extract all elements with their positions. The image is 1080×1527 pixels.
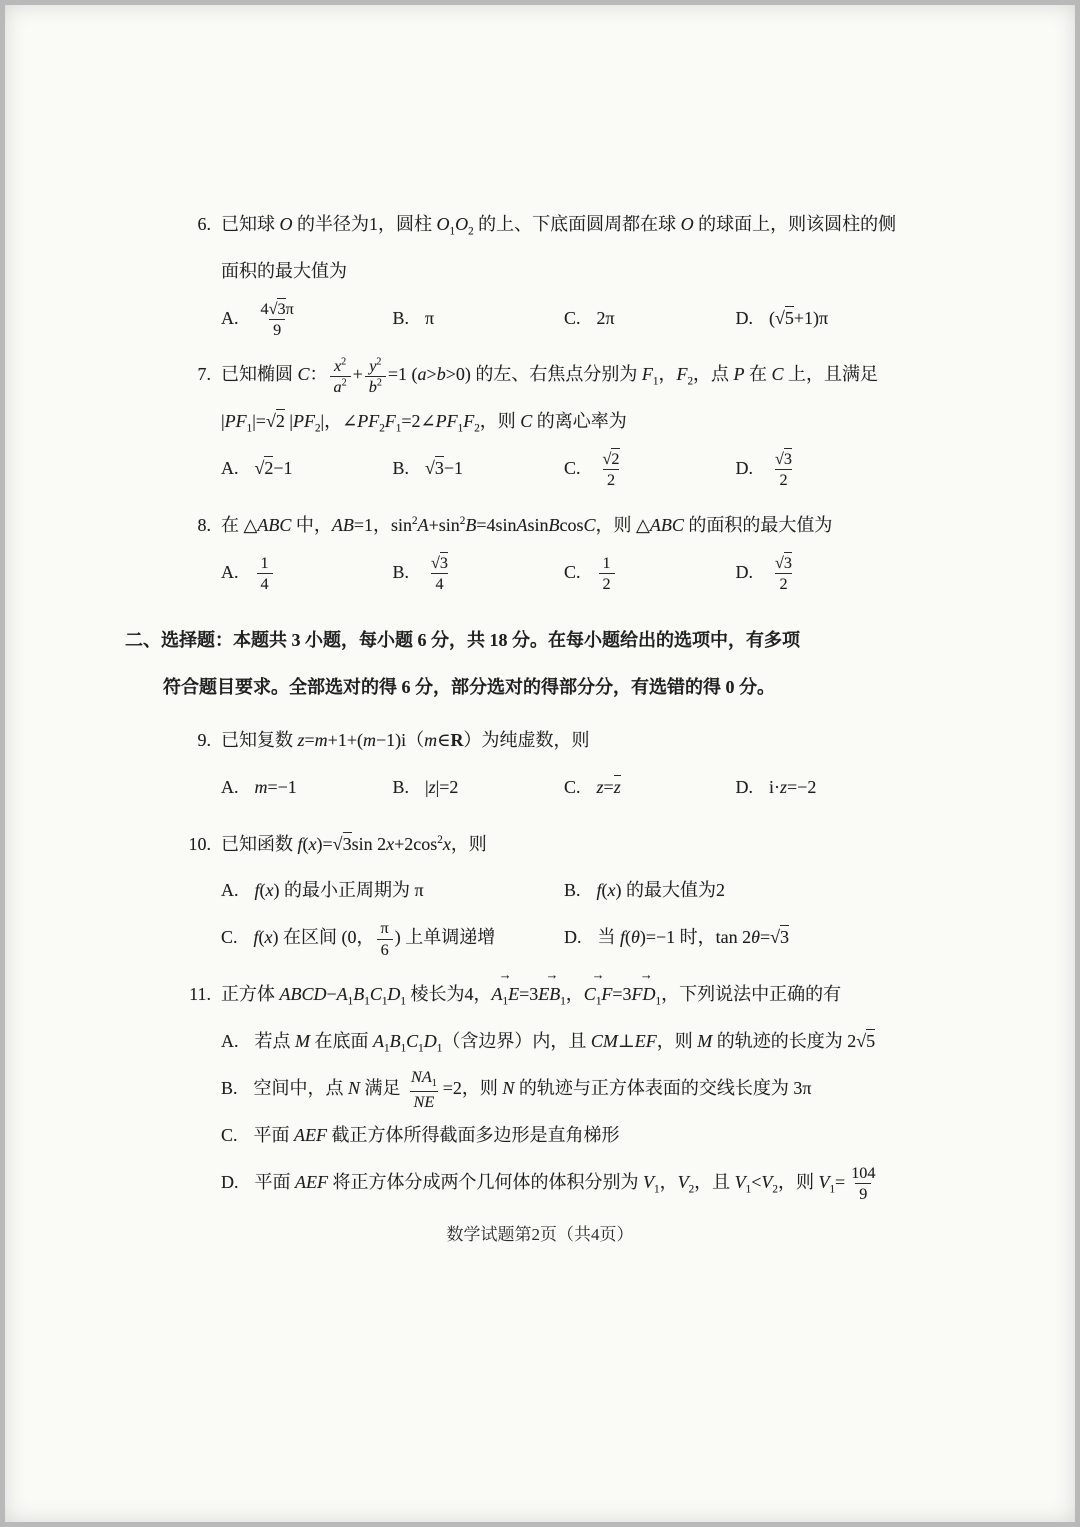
question-9 xyxy=(125,717,907,811)
exam-content xyxy=(5,5,1075,1206)
option-label: C. xyxy=(564,561,581,582)
option-value: $\frac{4√3\pi}{9}$ xyxy=(260,299,294,339)
question-6-option-a xyxy=(221,295,393,342)
question-8-option-d xyxy=(736,549,908,596)
option-value: z=z xyxy=(596,776,621,797)
question-6-options xyxy=(221,295,907,342)
option-value: i·z=−2 xyxy=(769,776,817,797)
option-label: D. xyxy=(735,776,753,797)
question-11 xyxy=(125,971,907,1206)
option-value: $\frac{1}{4}$ xyxy=(255,562,275,582)
option-label: B. xyxy=(221,1077,238,1098)
option-value: 当 f(θ)=−1 时，tan 2θ=√3 xyxy=(597,927,790,948)
question-9-options xyxy=(221,764,907,811)
question-6-stem: 已知球 O 的半径为1，圆柱 $O_1O_2$ 的上、下底面圆周都在球 O 的球面上，则该圆柱的侧面积的最大值为 xyxy=(221,214,897,281)
option-label: C. xyxy=(564,776,581,797)
option-value: √2−1 xyxy=(254,457,293,478)
option-value: 平面 AEF 截正方体所得截面多边形是直角梯形 xyxy=(253,1124,620,1145)
section-2-header xyxy=(125,617,907,711)
option-label: D. xyxy=(735,307,753,328)
option-label: A. xyxy=(221,561,239,582)
option-label: D. xyxy=(735,457,753,478)
option-label: A. xyxy=(221,776,239,797)
option-label: B. xyxy=(392,561,410,582)
option-value: 空间中，点 N 满足 $\frac{NA_1}{NE}$ =2，则 N 的轨迹与正方体表面的交线长度为 3π xyxy=(253,1067,812,1111)
option-label: B. xyxy=(392,776,410,797)
question-10-option-d xyxy=(564,914,907,961)
question-10-option-b xyxy=(564,867,907,914)
question-7-stem-row xyxy=(125,351,907,445)
option-label: B. xyxy=(392,457,410,478)
option-value: √3−1 xyxy=(425,457,464,478)
option-value: 若点 M 在底面 $A_1B_1C_1D_1$（含边界）内，且 CM⊥EF，则 M 的轨迹的长度为 2√5 xyxy=(254,1030,876,1055)
question-7-stem: 已知椭圆 C： $\frac{x^2}{a^2}$ + $\frac{y^2}{b^2}$ =1 (a>b>0) 的左、右焦点分别为 $F_1$，$F_2$，点 P 在 C 上，且满足 $|PF_1|=√2$ $|PF_2|$，$\angle PF_2F_1=2\angle PF_1F_2$，则 C 的离心率为 xyxy=(221,356,879,435)
option-value: $\frac{√3}{4}$ xyxy=(431,553,448,593)
option-value: 2π xyxy=(596,307,615,328)
question-10-stem: 已知函数 f(x)=√3sin $2x+2\cos^2x$，则 xyxy=(221,833,487,854)
question-7-option-b xyxy=(393,445,565,492)
question-10-option-a xyxy=(221,867,564,914)
question-9-option-a xyxy=(221,764,393,811)
question-10-number: 10. xyxy=(188,833,211,854)
question-7-number: 7. xyxy=(197,364,211,385)
exam-page xyxy=(5,5,1075,1522)
question-6-stem-row xyxy=(125,201,907,295)
option-value: $\frac{√3}{2}$ xyxy=(775,450,792,490)
option-label: D. xyxy=(564,927,582,948)
question-11-number: 11. xyxy=(189,983,211,1004)
option-value: f(x) 在区间 (0， $\frac{\pi}{6}$ ) 上单调递增 xyxy=(253,919,496,959)
question-6-number: 6. xyxy=(197,214,211,234)
option-label: C. xyxy=(564,307,581,328)
question-6 xyxy=(125,201,907,341)
question-7-option-d xyxy=(736,445,908,492)
option-label: A. xyxy=(221,307,239,328)
option-value: m=−1 xyxy=(254,776,297,797)
question-7-option-a xyxy=(221,445,393,492)
question-8-option-b xyxy=(393,549,565,596)
question-6-option-d xyxy=(736,295,908,342)
question-6-option-b xyxy=(393,295,565,342)
option-label: C. xyxy=(221,1124,238,1145)
question-11-option-c xyxy=(221,1112,907,1159)
question-8 xyxy=(125,502,907,596)
option-value: $\frac{√2}{2}$ xyxy=(602,450,620,490)
option-label: A. xyxy=(221,880,239,901)
question-11-stem-row xyxy=(125,971,907,1018)
option-value: $\frac{√3}{2}$ xyxy=(775,553,792,593)
question-6-option-c xyxy=(564,295,736,342)
question-10 xyxy=(125,821,907,961)
option-value: $\frac{1}{2}$ xyxy=(597,562,617,582)
question-10-option-c xyxy=(221,914,564,961)
page-footer: 数学试题第2页（共4页） xyxy=(446,1224,634,1244)
option-label: B. xyxy=(564,880,581,901)
option-value: π xyxy=(425,307,435,328)
question-11-stem: 正方体 $ABCD-A_1B_1C_1D_1$ 棱长为4，$A_1E \to=3EB_1$ →，$C_1F \to=3FD_1$ →，下列说法中正确的有 xyxy=(221,971,907,1018)
question-7-option-c xyxy=(564,445,736,492)
option-label: A. xyxy=(221,457,239,478)
question-8-number: 8. xyxy=(197,514,211,535)
section-2-line1: 二、选择题：本题共 3 小题，每小题 6 分，共 18 分。在每小题给出的选项中，有多项 xyxy=(125,630,800,651)
question-9-number: 9. xyxy=(197,729,211,750)
option-value: f(x) 的最大值为2 xyxy=(596,880,726,901)
option-label: C. xyxy=(564,457,581,478)
question-10-stem-row xyxy=(125,821,907,868)
question-10-options-row-1 xyxy=(221,867,907,914)
question-9-option-d xyxy=(736,764,908,811)
question-9-stem: 已知复数 z=m+1+(m−1)i（m∈R）为纯虚数，则 xyxy=(221,729,590,750)
question-8-stem: 在 △ABC 中，AB=1，$\sin^2A+\sin^2B=4sinAsinBcosC$，则 △ABC 的面积的最大值为 xyxy=(221,514,833,535)
option-value: |z|=2 xyxy=(425,776,459,797)
option-value: 平面 AEF 将正方体分成两个几何体的体积分别为 $V_1$，$V_2$，且 $V_1<V_2$，则 $V_1=$ $\frac{104}{9}$ xyxy=(254,1163,876,1204)
question-8-options xyxy=(221,549,907,596)
question-8-option-a xyxy=(221,549,393,596)
option-label: D. xyxy=(735,561,753,582)
question-9-option-b xyxy=(393,764,565,811)
option-value: f(x) 的最小正周期为 π xyxy=(254,880,424,901)
question-11-option-d xyxy=(221,1159,907,1206)
question-10-options-row-2 xyxy=(221,914,907,961)
option-label: D. xyxy=(221,1171,239,1192)
question-7-options xyxy=(221,445,907,492)
question-8-option-c xyxy=(564,549,736,596)
question-7 xyxy=(125,351,907,491)
question-9-option-c xyxy=(564,764,736,811)
section-2-line2: 符合题目要求。全部选对的得 6 分，部分选对的得部分分，有选错的得 0 分。 xyxy=(163,677,775,698)
question-11-option-a xyxy=(221,1018,907,1065)
question-9-stem-row xyxy=(125,717,907,764)
question-8-stem-row xyxy=(125,502,907,549)
question-11-option-b xyxy=(221,1065,907,1112)
option-label: A. xyxy=(221,1030,239,1051)
option-value: (√5+1)π xyxy=(769,307,829,328)
option-label: C. xyxy=(221,927,238,948)
option-label: B. xyxy=(392,307,410,328)
